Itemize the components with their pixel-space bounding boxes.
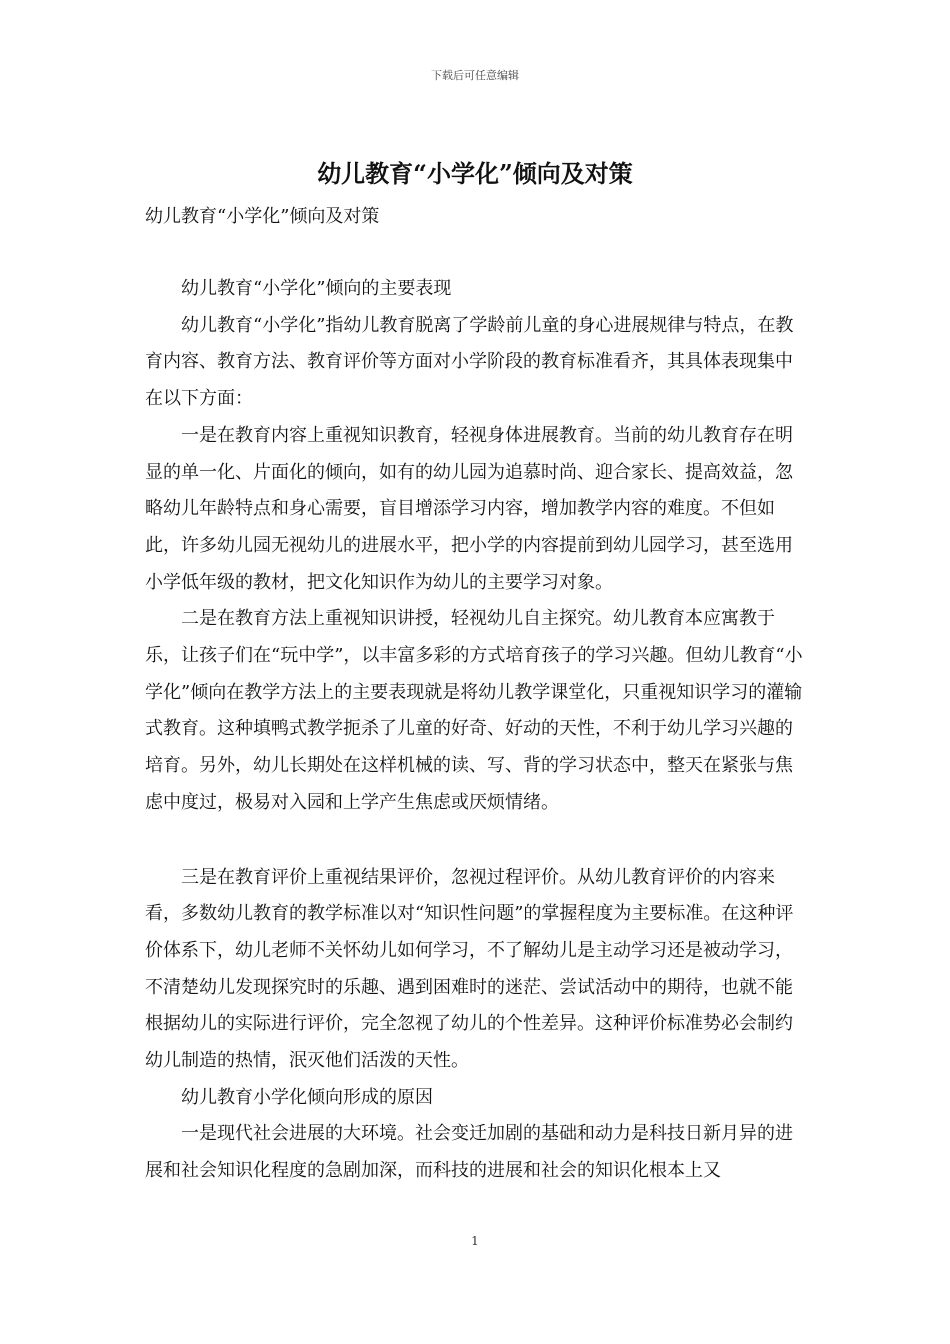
section-heading: 幼儿教育小学化倾向形成的原因	[181, 1086, 433, 1108]
paragraph-gap	[145, 822, 809, 860]
paragraph: 一是在教育内容上重视知识教育，轻视身体进展教育。当前的幼儿教育存在明显的单一化、片面化的倾向，如有的幼儿园为追慕时尚、迎合家长、提高效益，忽略幼儿年龄特点和身心需要，盲目增添学习内容，增加教学内容的难度。不但如此，许多幼儿园无视幼儿的进展水平，把小学的内容提前到幼儿园学习，甚至选用小学低年级的教材，把文化知识作为幼儿的主要学习对象。	[145, 424, 793, 593]
document-subtitle: 幼儿教育“小学化”倾向及对策	[145, 206, 380, 227]
paragraph: 一是现代社会进展的大环境。社会变迁加剧的基础和动力是科技日新月异的进展和社会知识化程度的急剧加深，而科技的进展和社会的知识化根本上又	[145, 1123, 793, 1182]
paragraph: 三是在教育评价上重视结果评价，忽视过程评价。从幼儿教育评价的内容来看，多数幼儿教育的教学标准以对“知识性问题”的掌握程度为主要标准。在这种评价体系下，幼儿老师不关怀幼儿如何学习，不了解幼儿是主动学习还是被动学习，不清楚幼儿发现探究时的乐趣、遇到困难时的迷茫、尝试活动中的期待，也就不能根据幼儿的实际进行评价，完全忽视了幼儿的个性差异。这种评价标准势必会制约幼儿制造的热情，泯灭他们活泼的天性。	[145, 866, 794, 1072]
header-note: 下载后可任意编辑	[431, 69, 519, 82]
page-number: 1	[471, 1234, 479, 1248]
section-heading: 幼儿教育“小学化”倾向的主要表现	[181, 278, 452, 299]
paragraph: 幼儿教育“小学化”指幼儿教育脱离了学龄前儿童的身心进展规律与特点，在教育内容、教育方法、教育评价等方面对小学阶段的教育标准看齐，其具体表现集中在以下方面：	[145, 314, 794, 410]
document-title: 幼儿教育“小学化”倾向及对策	[317, 159, 633, 188]
document-body	[145, 271, 809, 1190]
paragraph: 二是在教育方法上重视知识讲授，轻视幼儿自主探究。幼儿教育本应寓教于乐，让孩子们在“玩中学”，以丰富多彩的方式培育孩子的学习兴趣。但幼儿教育“小学化”倾向在教学方法上的主要表现就是将幼儿教学课堂化，只重视知识学习的灌输式教育。这种填鸭式教学扼杀了儿童的好奇、好动的天性，不利于幼儿学习兴趣的培育。另外，幼儿长期处在这样机械的读、写、背的学习状态中，整天在紧张与焦虑中度过，极易对入园和上学产生焦虑或厌烦情绪。	[145, 608, 803, 813]
